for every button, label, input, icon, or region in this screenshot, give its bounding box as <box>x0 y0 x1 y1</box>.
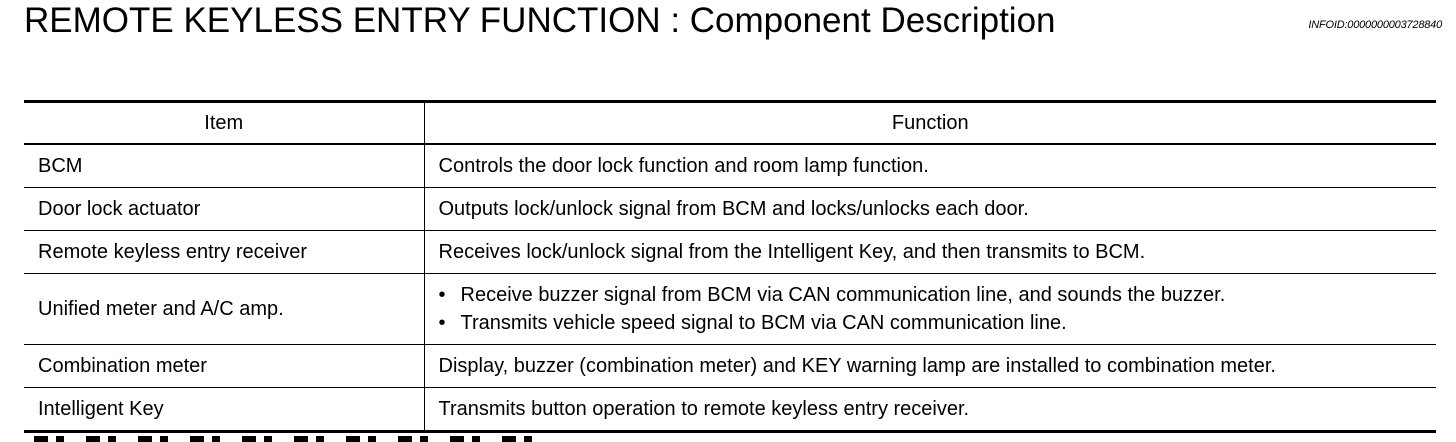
truncated-next-heading <box>34 426 554 442</box>
function-cell: Controls the door lock function and room lamp function. <box>424 144 1436 188</box>
table-row <box>24 144 1436 188</box>
component-description-table <box>24 100 1436 433</box>
column-header-item: Item <box>24 102 424 145</box>
function-cell <box>424 274 1436 345</box>
bullet-item: • Transmits vehicle speed signal to BCM via CAN communication line. <box>439 309 1423 337</box>
table-header-row <box>24 102 1436 145</box>
table-row <box>24 188 1436 231</box>
info-id: INFOID:0000000003728840 <box>1308 19 1442 31</box>
item-cell: BCM <box>24 144 424 188</box>
function-cell: Display, buzzer (combination meter) and KEY warning lamp are installed to combination meter. <box>424 345 1436 388</box>
table-row <box>24 274 1436 345</box>
function-bullet-list <box>439 281 1423 337</box>
function-cell: Outputs lock/unlock signal from BCM and locks/unlocks each door. <box>424 188 1436 231</box>
page-title: REMOTE KEYLESS ENTRY FUNCTION : Component Description <box>24 1 1056 40</box>
table-row <box>24 388 1436 432</box>
item-cell: Remote keyless entry receiver <box>24 231 424 274</box>
item-cell: Intelligent Key <box>24 388 424 432</box>
item-cell: Unified meter and A/C amp. <box>24 274 424 345</box>
table-row <box>24 231 1436 274</box>
function-cell: Transmits button operation to remote keyless entry receiver. <box>424 388 1436 432</box>
function-cell: Receives lock/unlock signal from the Intelligent Key, and then transmits to BCM. <box>424 231 1436 274</box>
item-cell: Combination meter <box>24 345 424 388</box>
item-cell: Door lock actuator <box>24 188 424 231</box>
column-header-function: Function <box>424 102 1436 145</box>
bullet-item: • Receive buzzer signal from BCM via CAN communication line, and sounds the buzzer. <box>439 281 1423 309</box>
table-row <box>24 345 1436 388</box>
